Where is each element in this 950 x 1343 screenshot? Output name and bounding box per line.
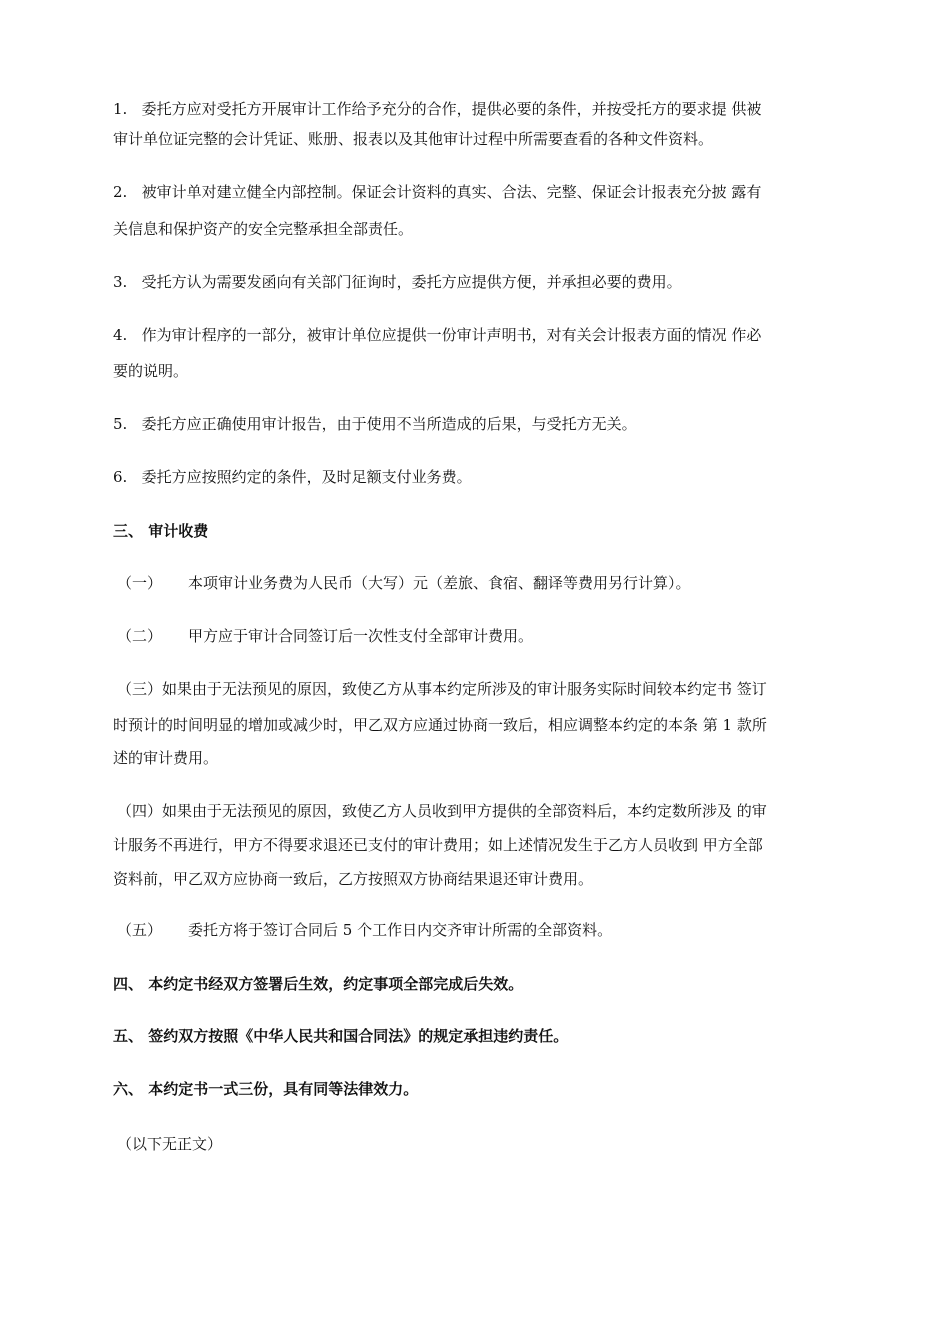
fee-item-5-text: 委托方将于签订合同后 5 个工作日内交齐审计所需的全部资料。 [188,921,613,939]
obligation-1-line-1 [113,94,858,124]
obligation-5-line-1 [113,409,858,439]
obligation-3-line-1 [113,267,858,297]
obligation-6-number: 6. [113,468,128,486]
fee-item-2 [117,621,862,651]
obligation-2-text-1: 被审计单对建立健全内部控制。保证会计资料的真实、合法、完整、保证会计报表充分披 露有 [141,183,762,201]
fee-item-4-label: （四） [117,802,163,820]
obligation-4-text-1: 作为审计程序的一部分，被审计单位应提供一份审计声明书，对有关会计报表方面的情况 作必 [141,326,762,344]
fee-item-5-label: （五） [117,921,163,939]
fee-item-1-text: 本项审计业务费为人民币（大写）元（差旅、食宿、翻译等费用另行计算）。 [188,574,691,592]
obligation-4-line-1 [113,320,858,350]
obligation-2-line-2: 关信息和保护资产的安全完整承担全部责任。 [113,220,414,238]
obligation-2-line-1 [113,177,858,207]
fee-item-1 [117,568,862,598]
section-6-heading: 六、 本约定书一式三份，具有同等法律效力。 [113,1080,419,1098]
obligation-5-number: 5. [113,415,128,433]
end-of-text-note: （以下无正文） [117,1135,223,1153]
fee-item-3-line-2: 时预计的时间明显的增加或减少时，甲乙双方应通过协商一致后，相应调整本约定的本条 第 1 款所 [113,716,767,734]
fee-item-2-label: （二） [117,627,163,645]
obligation-4-number: 4. [113,326,128,344]
fee-item-2-text: 甲方应于审计合同签订后一次性支付全部审计费用。 [188,627,534,645]
obligation-5-text-1: 委托方应正确使用审计报告，由于使用不当所造成的后果，与受托方无关。 [141,415,637,433]
fee-item-5 [117,915,862,945]
obligation-6-line-1 [113,462,858,492]
obligation-1-line-2: 审计单位证完整的会计凭证、账册、报表以及其他审计过程中所需要查看的各种文件资料。 [113,130,714,148]
section-4-heading: 四、 本约定书经双方签署后生效，约定事项全部完成后失效。 [113,975,524,993]
obligation-2-number: 2. [113,183,128,201]
section-5-heading: 五、 签约双方按照《中华人民共和国合同法》的规定承担违约责任。 [113,1027,569,1045]
fee-item-3-label: （三） [117,680,163,698]
fee-item-4-line-1 [117,796,862,826]
obligation-1-text-1: 委托方应对受托方开展审计工作给予充分的合作，提供必要的条件，并按受托方的要求提 供被 [141,100,762,118]
obligation-3-text-1: 受托方认为需要发函向有关部门征询时，委托方应提供方便，并承担必要的费用。 [141,273,682,291]
obligation-3-number: 3. [113,273,128,291]
obligation-6-text-1: 委托方应按照约定的条件，及时足额支付业务费。 [141,468,472,486]
fee-item-4-line-3: 资料前，甲乙双方应协商一致后，乙方按照双方协商结果退还审计费用。 [113,870,594,888]
fee-item-4-line-2: 计服务不再进行，甲方不得要求退还已支付的审计费用；如上述情况发生于乙方人员收到 甲方全部 [113,836,763,854]
fee-item-3-line-1 [117,674,862,704]
fee-item-3-line-3: 述的审计费用。 [113,749,219,767]
section-3-heading: 三、 审计收费 [113,522,209,540]
fee-item-4-text-1: 如果由于无法预见的原因，致使乙方人员收到甲方提供的全部资料后，本约定数所涉及 的审 [162,802,767,820]
fee-item-3-text-1: 如果由于无法预见的原因，致使乙方从事本约定所涉及的审计服务实际时间较本约定书 签订 [162,680,767,698]
obligation-4-line-2: 要的说明。 [113,362,189,380]
fee-item-1-label: （一） [117,574,163,592]
obligation-1-number: 1. [113,100,128,118]
